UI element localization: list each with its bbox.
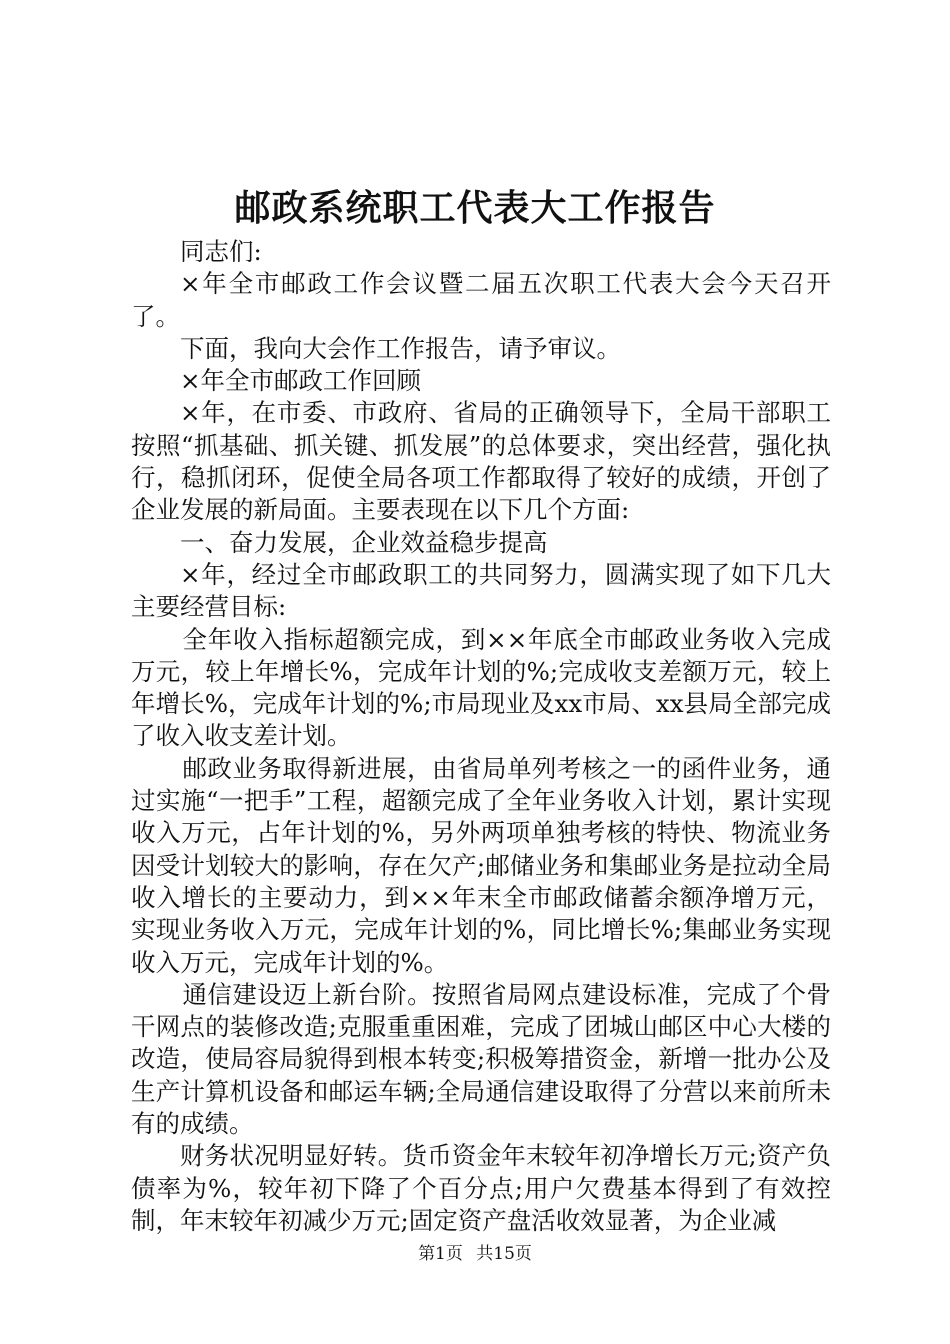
paragraph: 通信建设迈上新台阶。按照省局网点建设标准，完成了个骨干网点的装修改造;克服重重困难，完成了团城山邮区中心大楼的改造，使局容局貌得到根本转变;积极筹措资金，新增一批办公及生产计算机设备和邮运车辆;全局通信建设取得了分营以来前所未有的成绩。 xyxy=(131,979,831,1139)
paragraph: 全年收入指标超额完成，到××年底全市邮政业务收入完成万元，较上年增长%，完成年计划的%;完成收支差额万元，较上年增长%，完成年计划的%;市局现业及xx市局、xx县局全部完成了收入收支差计划。 xyxy=(131,624,831,751)
paragraph: ×年，经过全市邮政职工的共同努力，圆满实现了如下几大主要经营目标: xyxy=(131,559,831,622)
section-heading: ×年全市邮政工作回顾 xyxy=(180,366,422,396)
paragraph: 邮政业务取得新进展，由省局单列考核之一的函件业务，通过实施“一把手”工程，超额完成了全年业务收入计划，累计实现收入万元，占年计划的%，另外两项单独考核的特快、物流业务因受计划较大的影响，存在欠产;邮储业务和集邮业务是拉动全局收入增长的主要动力，到××年末全市邮政储蓄余额净增万元，实现业务收入万元，完成年计划的%，同比增长%;集邮业务实现收入万元，完成年计划的%。 xyxy=(131,753,831,977)
paragraph: ×年，在市委、市政府、省局的正确领导下，全局干部职工按照“抓基础、抓关键、抓发展”的总体要求，突出经营，强化执行，稳抓闭环，促使全局各项工作都取得了较好的成绩，开创了企业发展的新局面。主要表现在以下几个方面: xyxy=(131,398,831,525)
page-number: 第1页 xyxy=(418,1244,463,1264)
paragraph-greeting: 同志们: xyxy=(180,237,262,266)
document-body xyxy=(131,236,831,1237)
paragraph: 财务状况明显好转。货币资金年末较年初净增长万元;资产负债率为%，较年初下降了个百分点;用户欠费基本得到了有效控制，年末较年初减少万元;固定资产盘活收效显著，为企业减 xyxy=(131,1141,831,1235)
section-heading: 一、奋力发展，企业效益稳步提高 xyxy=(180,527,548,557)
page-footer xyxy=(0,1242,950,1266)
paragraph: 下面，我向大会作工作报告，请予审议。 xyxy=(180,333,621,363)
document-title: 邮政系统职工代表大工作报告 xyxy=(234,187,716,229)
paragraph: ×年全市邮政工作会议暨二届五次职工代表大会今天召开了。 xyxy=(131,269,831,331)
page-total: 共15页 xyxy=(476,1244,532,1264)
